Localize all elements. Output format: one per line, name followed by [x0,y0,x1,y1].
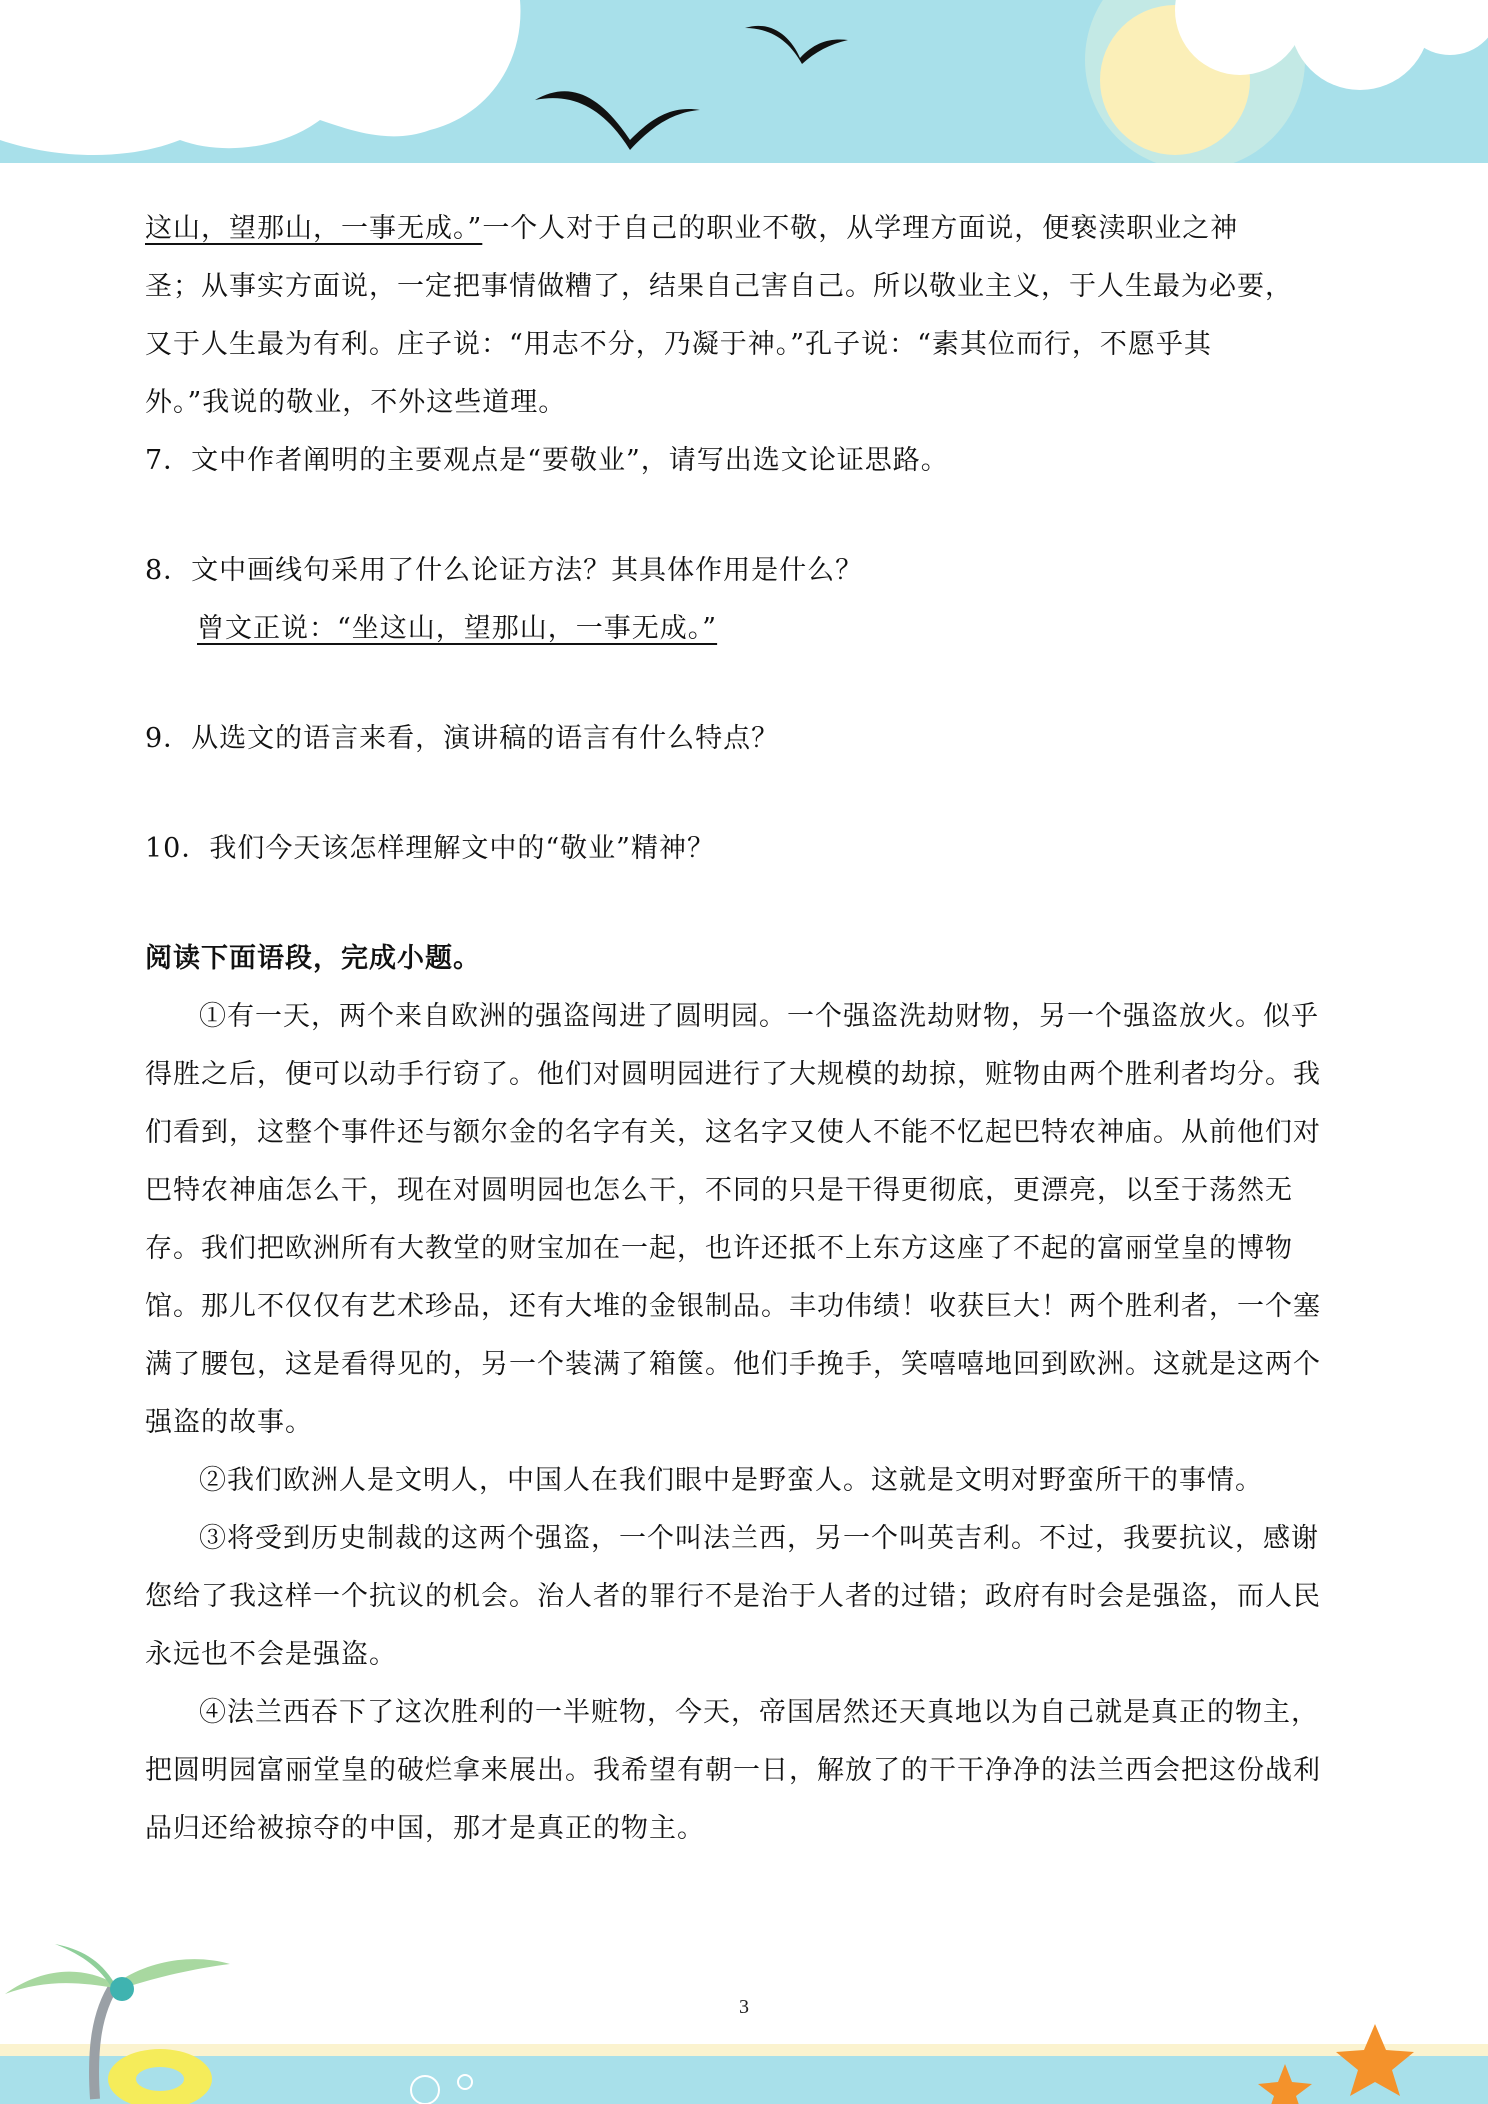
passage-line: 圣；从事实方面说，一定把事情做糟了，结果自己害自己。所以敬业主义，于人生最为必要， [145,271,1293,302]
section-heading: 阅读下面语段，完成小题。 [145,943,481,974]
question-8: 8．文中画线句采用了什么论证方法？其具体作用是什么？ [145,555,864,586]
footer-beach-decoration [0,1924,1488,2104]
question-10: 10．我们今天该怎样理解文中的“敬业”精神？ [145,833,715,864]
paragraph-4: ④法兰西吞下了这次胜利的一半赃物，今天，帝国居然还天真地以为自己就是真正的物主，把圆明园富丽堂皇的破烂拿来展出。我希望有朝一日，解放了的干干净净的法兰西会把这份战利品归还给被掠夺的中国，那才是真正的物主。 [145,1697,1321,1844]
page-content [145,200,1345,1858]
question-9: 9．从选文的语言来看，演讲稿的语言有什么特点？ [145,723,780,754]
passage-line: 又于人生最为有利。庄子说：“用志不分，乃凝于神。”孔子说：“素其位而行，不愿乎其 [145,329,1212,360]
paragraph-1: ①有一天，两个来自欧洲的强盗闯进了圆明园。一个强盗洗劫财物，另一个强盗放火。似乎得胜之后，便可以动手行窃了。他们对圆明园进行了大规模的劫掠，赃物由两个胜利者均分。我们看到，这整个事件还与额尔金的名字有关，这名字又使人不能不忆起巴特农神庙。从前他们对巴特农神庙怎么干，现在对圆明园也怎么干，不同的只是干得更彻底，更漂亮，以至于荡然无存。我们把欧洲所有大教堂的财宝加在一起，也许还抵不上东方这座了不起的富丽堂皇的博物馆。那儿不仅仅有艺术珍品，还有大堆的金银制品。丰功伟绩！收获巨大！两个胜利者，一个塞满了腰包，这是看得见的，另一个装满了箱箧。他们手挽手，笑嘻嘻地回到欧洲。这就是这两个强盗的故事。 [145,1001,1321,1438]
question-8-quote: 曾文正说：“坐这山，望那山，一事无成。” [197,613,718,644]
question-7: 7．文中作者阐明的主要观点是“要敬业”，请写出选文论证思路。 [145,445,949,476]
page-number: 3 [739,1996,749,2018]
paragraph-3: ③将受到历史制裁的这两个强盗，一个叫法兰西，另一个叫英吉利。不过，我要抗议，感谢您给了我这样一个抗议的机会。治人者的罪行不是治于人者的过错；政府有时会是强盗，而人民永远也不会是强盗。 [145,1523,1321,1670]
paragraph-2: ②我们欧洲人是文明人，中国人在我们眼中是野蛮人。这就是文明对野蛮所干的事情。 [199,1465,1263,1496]
underlined-sentence: 这山，望那山，一事无成。” [145,213,483,244]
header-sky-decoration [0,0,1488,168]
passage-line: 这山，望那山，一事无成。”一个人对于自己的职业不敬，从学理方面说，便亵渎职业之神 [145,213,1239,244]
passage-line: 外。”我说的敬业，不外这些道理。 [145,387,567,418]
